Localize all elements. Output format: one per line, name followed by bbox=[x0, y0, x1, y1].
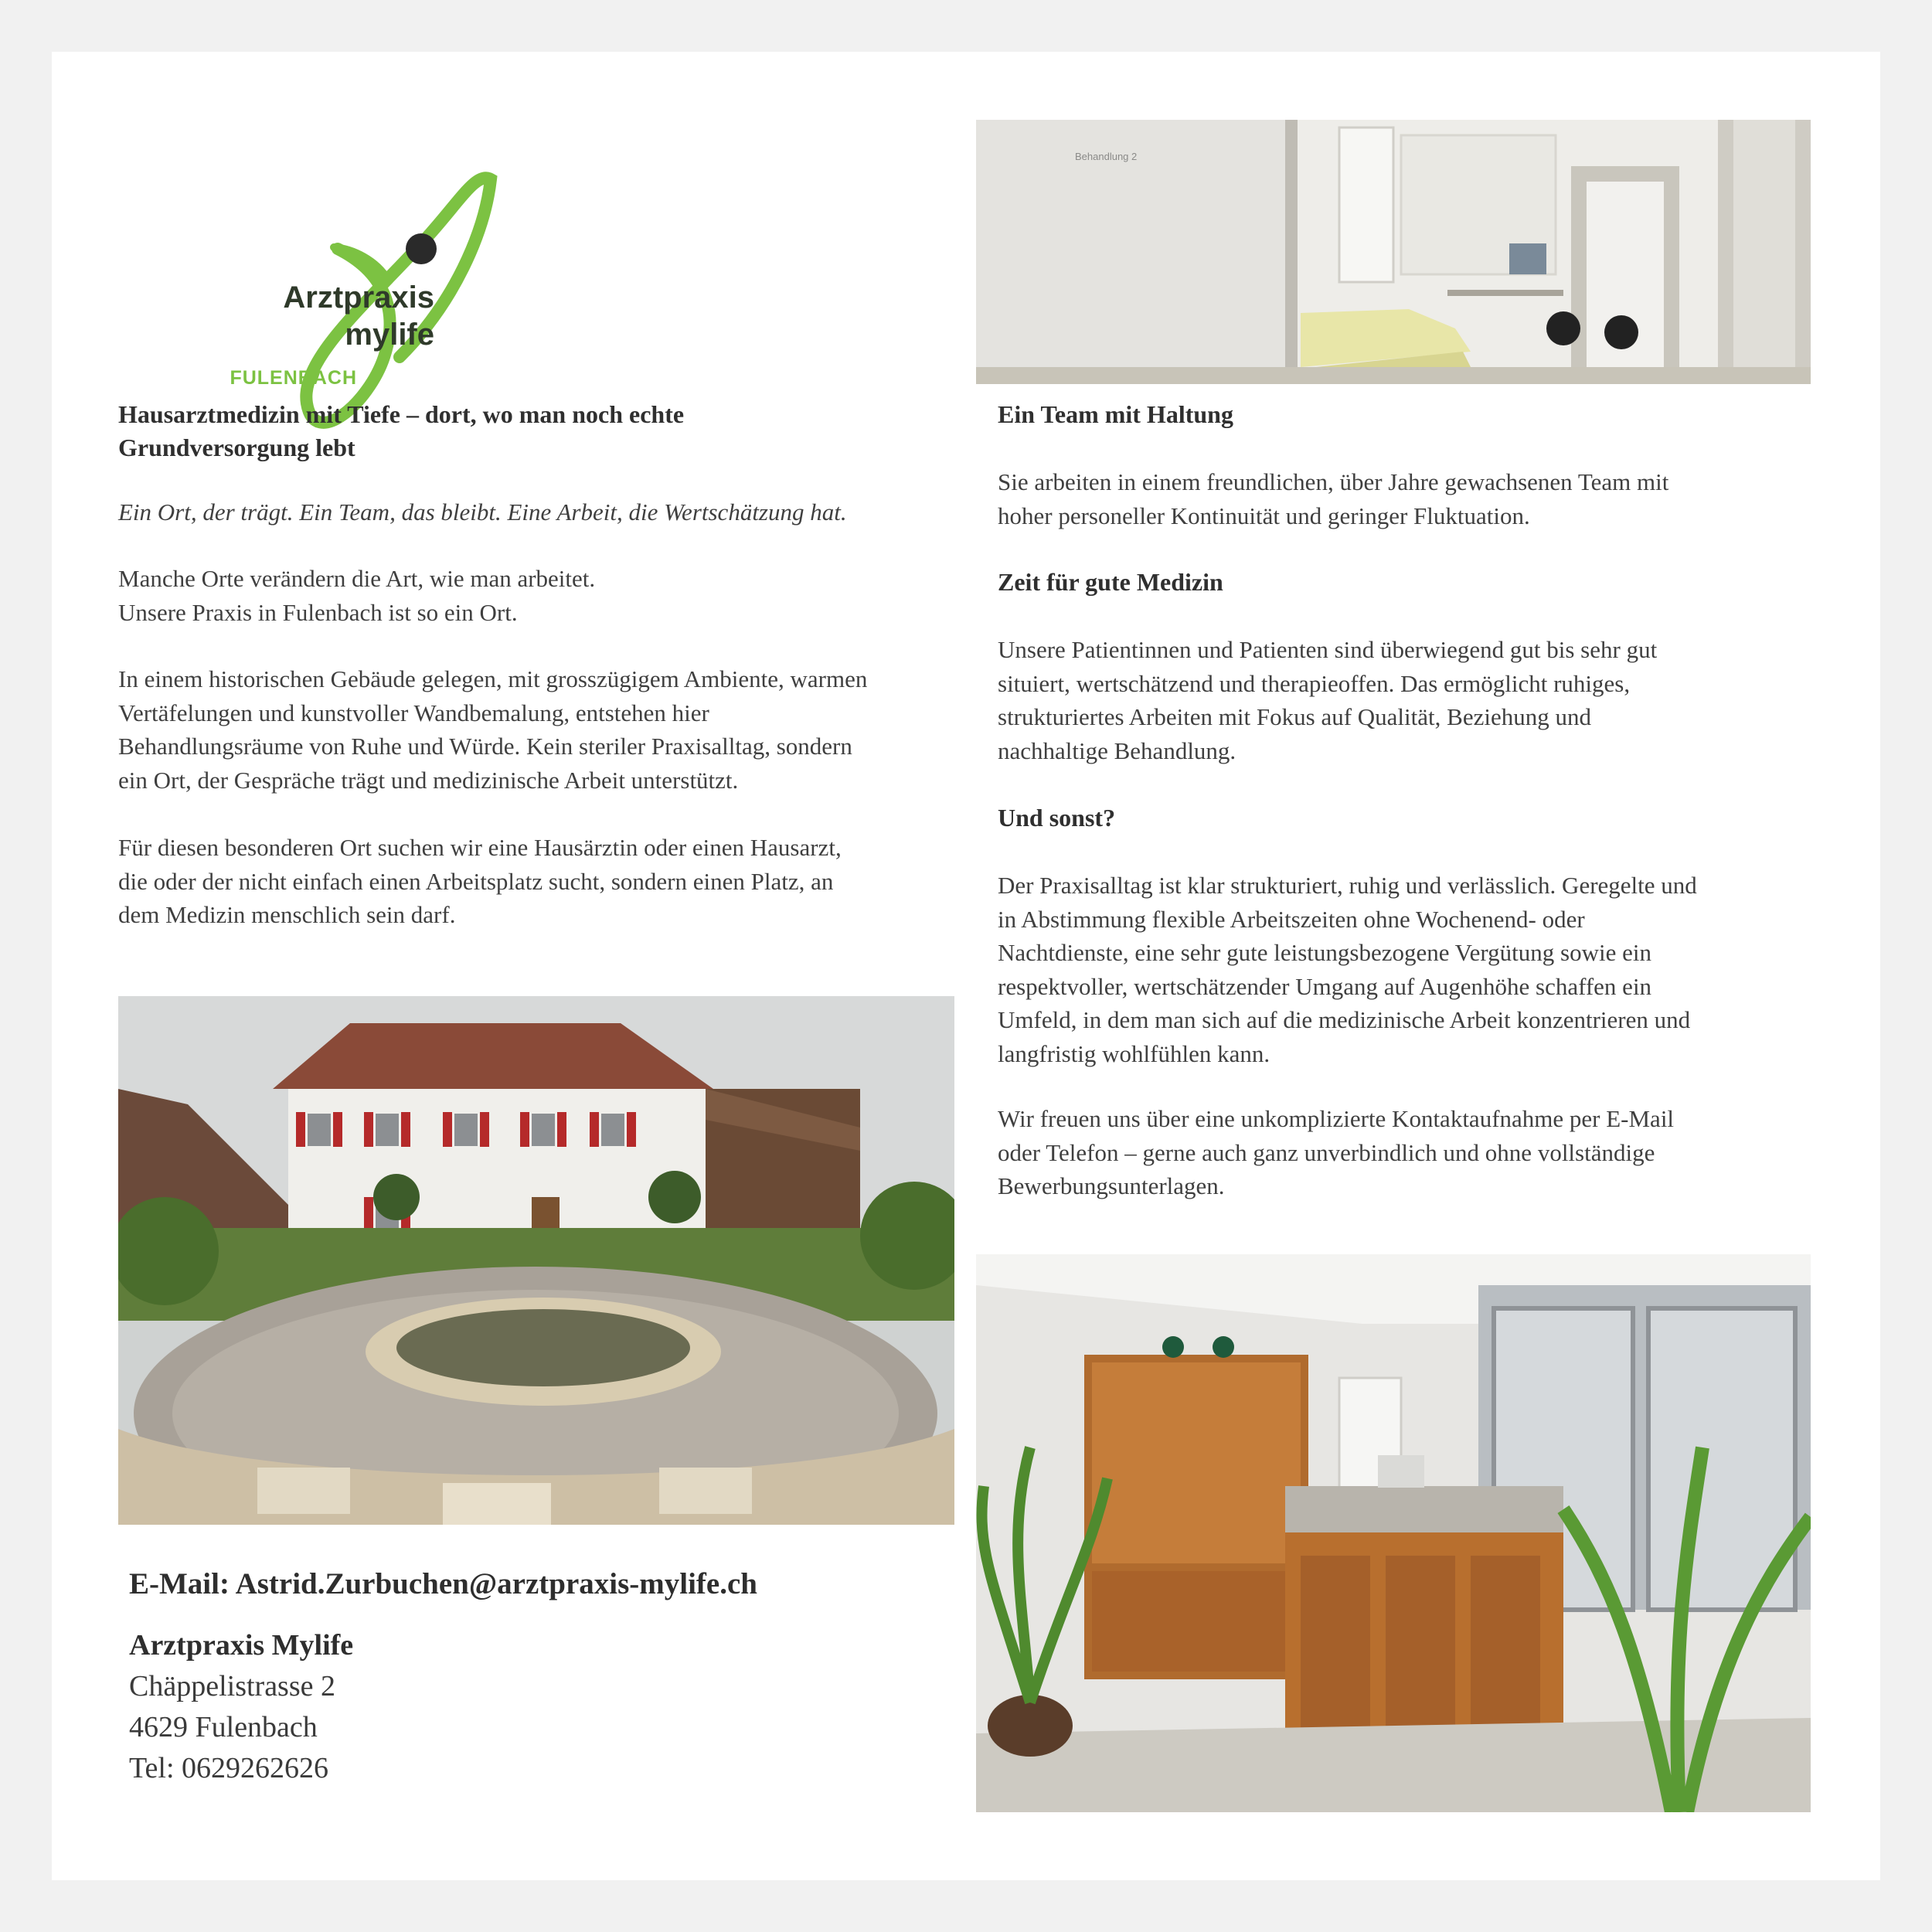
contact-invitation: Wir freuen uns über eine unkomplizierte Kontaktaufnahme per E-Mail oder Telefon – gerne auch ganz unverbindlich und ohne vollständige Bewerbungsunterlagen. bbox=[998, 1105, 1675, 1199]
team-paragraph: Sie arbeiten in einem freundlichen, über Jahre gewachsenen Team mit hoher personeller Kontinuität und geringer Fluktuation. bbox=[998, 468, 1669, 529]
treatment-room-photo bbox=[976, 120, 1811, 384]
flyer-page bbox=[52, 52, 1880, 1880]
logo-word-arztpraxis: Arztpraxis bbox=[283, 281, 434, 315]
logo-location: FULENBACH bbox=[230, 367, 357, 389]
search-paragraph: Für diesen besonderen Ort suchen wir eine Hausärztin oder einen Hausarzt, die oder der nicht einfach einen Arbeitsplatz sucht, sondern einen Platz, an dem Medizin menschlich sein darf. bbox=[118, 834, 842, 928]
street-address: Chäppelistrasse 2 bbox=[129, 1670, 336, 1702]
address-block bbox=[129, 1625, 747, 1789]
intro-paragraph: Manche Orte verändern die Art, wie man arbeitet. Unsere Praxis in Fulenbach ist so ein Ort. bbox=[118, 565, 596, 626]
contact-email[interactable]: E-Mail: Astrid.Zurbuchen@arztpraxis-mylife.ch bbox=[129, 1567, 757, 1600]
building-paragraph: In einem historischen Gebäude gelegen, mit grosszügigem Ambiente, warmen Vertäfelungen und kunstvoller Wandbemalung, entstehen hier Behandlungsräume von Ruhe und Würde. Kein steriler Praxisalltag, sondern ein Ort, der Gespräche trägt und medizinische Arbeit unterstützt. bbox=[118, 665, 868, 794]
tagline: Ein Ort, der trägt. Ein Team, das bleibt. Eine Arbeit, die Wertschätzung hat. bbox=[118, 498, 847, 526]
medicine-heading: Zeit für gute Medizin bbox=[998, 568, 1223, 596]
logo-word-mylife: mylife bbox=[345, 318, 434, 352]
misc-heading: Und sonst? bbox=[998, 804, 1116, 832]
team-heading: Ein Team mit Haltung bbox=[998, 400, 1233, 428]
city-address: 4629 Fulenbach bbox=[129, 1711, 318, 1743]
medicine-paragraph: Unsere Patientinnen und Patienten sind überwiegend gut bis sehr gut situiert, wertschätzend und therapieoffen. Das ermöglicht ruhiges, strukturiertes Arbeiten mit Fokus auf Qualität, Beziehung und nachhaltige Behandlung. bbox=[998, 636, 1658, 764]
misc-paragraph: Der Praxisalltag ist klar strukturiert, ruhig und verlässlich. Geregelte und in Abstimmung flexible Arbeitszeiten ohne Wochenend- oder Nachtdienste, eine sehr gute leistungsbezogene Vergütung sowie ein respektvoller, wertschätzender Umgang auf Augenhöhe schaffen ein Umfeld, in dem man sich auf die medizinische Arbeit konzentrieren und langfristig wohlfühlen kann. bbox=[998, 872, 1697, 1067]
practice-name: Arztpraxis Mylife bbox=[129, 1629, 354, 1662]
phone-number[interactable]: Tel: 0629262626 bbox=[129, 1752, 329, 1784]
building-photo bbox=[118, 996, 954, 1525]
room-sign: Behandlung 2 bbox=[1075, 151, 1138, 162]
reception-photo bbox=[976, 1254, 1811, 1812]
main-headline: Hausarztmedizin mit Tiefe – dort, wo man noch echte Grundversorgung lebt bbox=[118, 400, 685, 461]
practice-logo bbox=[121, 125, 523, 434]
